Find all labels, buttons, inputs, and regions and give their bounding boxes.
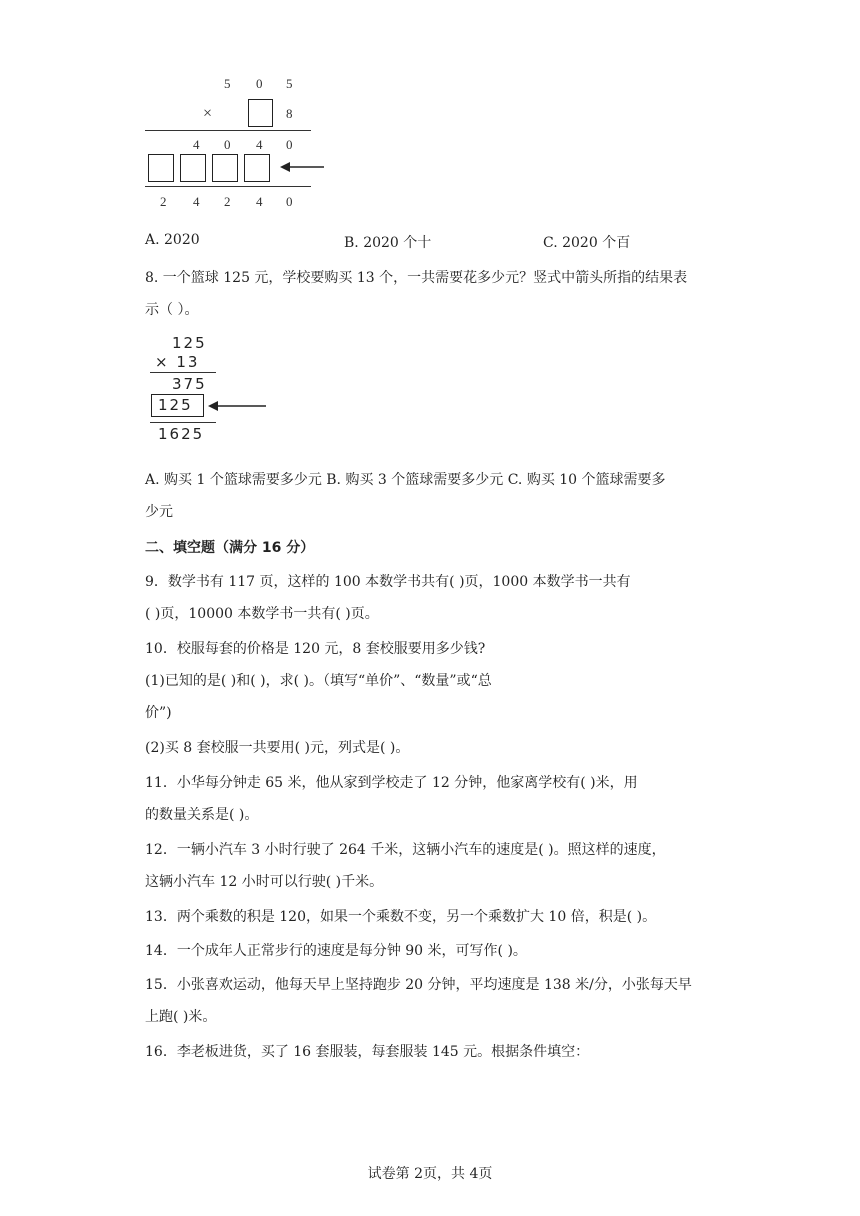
question-10-text: 10．校服每套的价格是 120 元，8 套校服要用多少钱? [145,641,486,657]
digit: 2 [224,194,231,209]
question-11-text: 11．小华每分钟走 65 米，他从家到学校走了 12 分钟，他家离学校有( )米，用 [145,775,638,791]
question-12-text: 12．一辆小汽车 3 小时行驶了 264 千米，这辆小汽车的速度是( )。照这样的速度， [145,842,666,858]
divider-line [145,186,311,187]
question-13-text: 13．两个乘数的积是 120，如果一个乘数不变，另一个乘数扩大 10 倍，积是( )。 [145,909,657,925]
question-11-text: 的数量关系是( )。 [145,807,259,823]
option-b: B. 2020 个十 [344,235,432,251]
digit: 4 [193,194,200,209]
question-15-text: 上跑( )米。 [145,1009,217,1025]
times-sign: × [203,105,213,122]
question-9-text: 9．数学书有 117 页，这样的 100 本数学书共有( )页，1000 本数学书一共有 [145,574,631,590]
question-14-text: 14．一个成年人正常步行的速度是每分钟 90 米，可写作( )。 [145,943,527,959]
section-title: 二、填空题（满分 16 分） [145,540,315,556]
digit: 4 [256,194,263,209]
question-10-text: 价”) [145,705,172,721]
option-a: A. 2020 [145,232,200,248]
question-12-text: 这辆小汽车 12 小时可以行驶( )千米。 [145,874,384,890]
blank-box [244,154,270,182]
digit: 5 [286,76,293,91]
arrow-left-icon [208,399,268,413]
digit: 4 [193,137,200,152]
digit: 0 [286,194,293,209]
question-8-text: 8. 一个篮球 125 元，学校要购买 13 个，一共需要花多少元？竖式中箭头所指的结果表 [145,270,688,286]
blank-box [212,154,238,182]
question-10-text: (2)买 8 套校服一共要用( )元，列式是( )。 [145,740,410,756]
blank-box [248,99,273,127]
question-10-text: (1)已知的是( )和( )，求( )。（填写“单价”、“数量”或“总 [145,673,492,689]
question-8-text: 示（ ）。 [145,302,199,318]
blank-box [180,154,206,182]
figure-multiplier: × 13 [155,353,200,371]
figure-number: 375 [172,375,207,393]
figure-number: 1625 [158,425,205,443]
page-footer: 试卷第 2页，共 4页 [367,1166,493,1182]
option-c: C. 2020 个百 [543,235,631,251]
digit: 4 [256,137,263,152]
digit: 2 [160,194,167,209]
digit: 8 [286,106,293,121]
digit: 0 [286,137,293,152]
arrow-left-icon [280,160,326,174]
figure-number: 125 [172,334,207,352]
divider-line [150,372,216,373]
question-8-options: 少元 [145,504,173,520]
question-8-options: A. 购买 1 个篮球需要多少元 B. 购买 3 个篮球需要多少元 C. 购买 10 个篮球需要多 [145,472,666,488]
blank-box [148,154,174,182]
divider-line [150,422,216,423]
figure-number: 125 [158,396,193,414]
question-9-text: ( )页，10000 本数学书一共有( )页。 [145,606,379,622]
question-16-text: 16．李老板进货，买了 16 套服装，每套服装 145 元。根据条件填空： [145,1044,590,1060]
digit: 5 [224,76,231,91]
question-15-text: 15．小张喜欢运动，他每天早上坚持跑步 20 分钟，平均速度是 138 米/分，小张每天早 [145,977,692,993]
divider-line [145,130,311,131]
digit: 0 [256,76,263,91]
digit: 0 [224,137,231,152]
